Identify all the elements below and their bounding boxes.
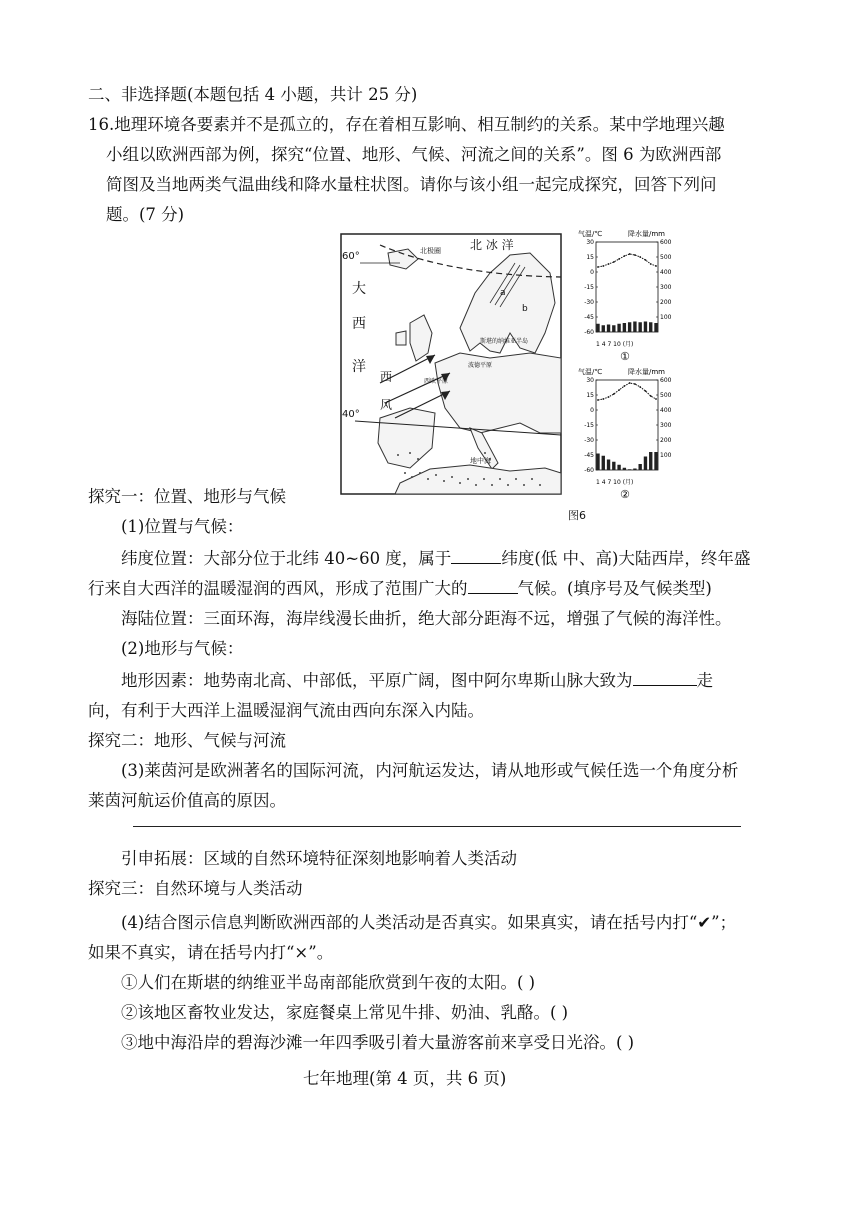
sea-position-line: 海陆位置：三面环海，海岸线漫长曲折，绝大部分距海不远，增强了气候的海洋性。 xyxy=(121,609,732,628)
page-footer: 七年地理(第 4 页，共 6 页) xyxy=(303,1069,507,1088)
c2-precip-bar xyxy=(617,465,620,470)
judgement-item-2: ②该地区畜牧业发达，家庭餐桌上常见牛排、奶油、乳酪。( ) xyxy=(121,1003,569,1022)
chart2-temperature-line xyxy=(598,383,656,400)
c2-precip-bar xyxy=(623,468,626,470)
blank-alps-direction[interactable] xyxy=(633,670,697,686)
c1-precip-bar xyxy=(644,322,647,333)
judgement-item-3: ③地中海沿岸的碧海沙滩一年四季吸引着大量游客前来享受日光浴。( ) xyxy=(121,1033,635,1052)
blank-climate-type[interactable] xyxy=(468,578,518,594)
c1-precip-bar xyxy=(638,322,641,332)
c2-ytick-right: 500 xyxy=(660,392,672,399)
terrain-line-2: 向，有利于大西洋上温暖湿润气流由西向东深入内陆。 xyxy=(88,701,484,720)
part2-heading: 探究二：地形、气候与河流 xyxy=(88,731,286,750)
part1-sub2: (2)地形与气候： xyxy=(121,639,244,658)
terrain-text-a: 地形因素：地势南北高、中部低，平原广阔，图中阿尔卑斯山脉大致为 xyxy=(121,671,633,690)
question-intro-3: 简图及当地两类气温曲线和降水量柱状图。请你与该小组一起完成探究，回答下列问 xyxy=(106,175,717,194)
judgement-item-1: ①人们在斯堪的纳维亚半岛南部能欣赏到午夜的太阳。( ) xyxy=(121,973,536,992)
extension-text: 引申拓展：区域的自然环境特征深刻地影响着人类活动 xyxy=(121,849,517,868)
c2-precip-bar xyxy=(612,462,615,470)
map-label-b: b xyxy=(522,304,528,314)
c1-ytick-right: 400 xyxy=(660,269,672,276)
lat-text-b: 纬度(低 中、高)大陆西岸，终年盛 xyxy=(501,549,751,568)
chart2-month-axis: 1 4 7 10 (月) xyxy=(596,479,634,486)
western-europe-map xyxy=(340,233,562,495)
chart1-marker: ① xyxy=(620,350,630,363)
c1-precip-bar xyxy=(596,324,599,332)
region-label-1: 斯堪的纳维亚半岛 xyxy=(480,338,529,345)
c1-ytick-left: 30 xyxy=(586,239,594,246)
c2-ytick-left: -30 xyxy=(584,437,594,444)
chart1-month-axis: 1 4 7 10 (月) xyxy=(596,341,634,348)
terrain-text-b: 走 xyxy=(696,671,713,690)
c2-ytick-left: -45 xyxy=(584,452,594,459)
c2-precip-bar xyxy=(654,452,657,470)
lat-text-a: 纬度位置：大部分位于北纬 40~60 度，属于 xyxy=(121,549,452,568)
c2-precip-bar xyxy=(596,454,599,471)
chart1-temperature-line xyxy=(598,254,656,267)
question-intro-2: 小组以欧洲西部为例，探究“位置、地形、气候、河流之间的关系”。图 6 为欧洲西部 xyxy=(106,145,722,164)
c2-ytick-right: 200 xyxy=(660,437,672,444)
blank-latitude-zone[interactable] xyxy=(451,548,501,564)
lat-text-c: 行来自大西洋的温暖湿润的西风，形成了范围广大的 xyxy=(88,579,468,598)
c1-precip-bar xyxy=(602,325,605,332)
c2-ytick-left: 15 xyxy=(586,392,594,399)
chart2-right-axis-label: 降水量/mm xyxy=(628,368,665,376)
c1-ytick-right: 200 xyxy=(660,299,672,306)
latitude-line xyxy=(121,548,750,570)
map-label-a: a xyxy=(500,288,506,298)
c1-precip-bar xyxy=(617,324,620,332)
question-4-line-1: (4)结合图示信息判断欧洲西部的人类活动是否真实。如果真实，请在括号内打“✔”； xyxy=(121,913,737,932)
lat-text-d: 气候。(填序号及气候类型) xyxy=(517,579,712,598)
region-label-3: 波德平原 xyxy=(468,362,493,369)
c1-ytick-right: 300 xyxy=(660,284,672,291)
figure-caption: 图6 xyxy=(568,509,586,522)
chart2-left-axis-label: 气温/℃ xyxy=(578,368,603,376)
ocean-north-label: 北 冰 洋 xyxy=(470,238,514,252)
c2-ytick-right: 100 xyxy=(660,452,672,459)
c2-ytick-left: 0 xyxy=(590,407,594,414)
part1-heading: 探究一：位置、地形与气候 xyxy=(88,487,286,506)
part3-heading: 探究三：自然环境与人类活动 xyxy=(88,879,303,898)
c2-ytick-right: 300 xyxy=(660,422,672,429)
wind-label-1: 西 xyxy=(380,370,393,384)
ocean-atlantic-label-2: 西 xyxy=(352,316,366,332)
question-intro-1: 16.地理环境各要素并不是孤立的，存在着相互影响、相互制约的关系。某中学地理兴趣 xyxy=(88,115,725,134)
c1-precip-bar xyxy=(628,322,631,332)
c2-precip-bar xyxy=(633,469,636,471)
c1-precip-bar xyxy=(633,322,636,333)
c2-precip-bar xyxy=(602,456,605,470)
climate-chart-1 xyxy=(578,228,680,368)
c1-ytick-left: -60 xyxy=(584,329,594,336)
wind-label-2: 风 xyxy=(380,398,393,412)
c2-precip-bar xyxy=(607,460,610,471)
question-3-line-1: (3)莱茵河是欧洲著名的国际河流，内河航运发达，请从地形或气候任选一个角度分析 xyxy=(121,761,739,780)
climate-chart-2 xyxy=(578,366,680,506)
question-4-line-2: 如果不真实，请在括号内打“×”。 xyxy=(88,943,334,962)
c1-precip-bar xyxy=(607,325,610,333)
part1-sub1: (1)位置与气候： xyxy=(121,517,244,536)
c1-ytick-left: -15 xyxy=(584,284,594,291)
c2-precip-bar xyxy=(638,464,641,470)
map-label-zhong: 地中海 xyxy=(470,457,491,465)
c1-ytick-left: 0 xyxy=(590,269,594,276)
chart1-right-axis-label: 降水量/mm xyxy=(628,230,665,238)
answer-line-q3[interactable] xyxy=(133,826,741,827)
latitude-line-2 xyxy=(88,578,712,600)
c2-ytick-right: 600 xyxy=(660,377,672,384)
c2-ytick-right: 400 xyxy=(660,407,672,414)
lat-40-label: 40° xyxy=(342,409,360,420)
c1-precip-bar xyxy=(654,323,657,332)
c2-precip-bar xyxy=(644,457,647,471)
c1-ytick-right: 100 xyxy=(660,314,672,321)
question-intro-4: 题。(7 分) xyxy=(106,205,185,224)
ocean-atlantic-label-1: 大 xyxy=(352,281,366,297)
ocean-atlantic-label-3: 洋 xyxy=(352,359,366,375)
c1-ytick-left: -45 xyxy=(584,314,594,321)
c1-precip-bar xyxy=(649,322,652,332)
c2-precip-bar xyxy=(649,452,652,470)
c1-precip-bar xyxy=(623,323,626,332)
c1-ytick-right: 500 xyxy=(660,254,672,261)
c2-ytick-left: -60 xyxy=(584,467,594,474)
c1-ytick-right: 600 xyxy=(660,239,672,246)
c2-ytick-left: -15 xyxy=(584,422,594,429)
chart1-left-axis-label: 气温/℃ xyxy=(578,230,603,238)
question-3-line-2: 莱茵河航运价值高的原因。 xyxy=(88,791,286,810)
c1-precip-bar xyxy=(612,325,615,332)
lat-60-label: 60° xyxy=(342,251,360,262)
chart2-marker: ② xyxy=(620,488,630,501)
arctic-circle-label: 北极圈 xyxy=(420,247,441,255)
c1-ytick-left: 15 xyxy=(586,254,594,261)
region-label-2: 西欧平原 xyxy=(424,378,449,385)
section-heading: 二、非选择题(本题包括 4 小题，共计 25 分) xyxy=(88,85,418,104)
c1-ytick-left: -30 xyxy=(584,299,594,306)
terrain-line xyxy=(121,670,713,692)
c2-ytick-left: 30 xyxy=(586,377,594,384)
c2-precip-bar xyxy=(628,469,631,470)
